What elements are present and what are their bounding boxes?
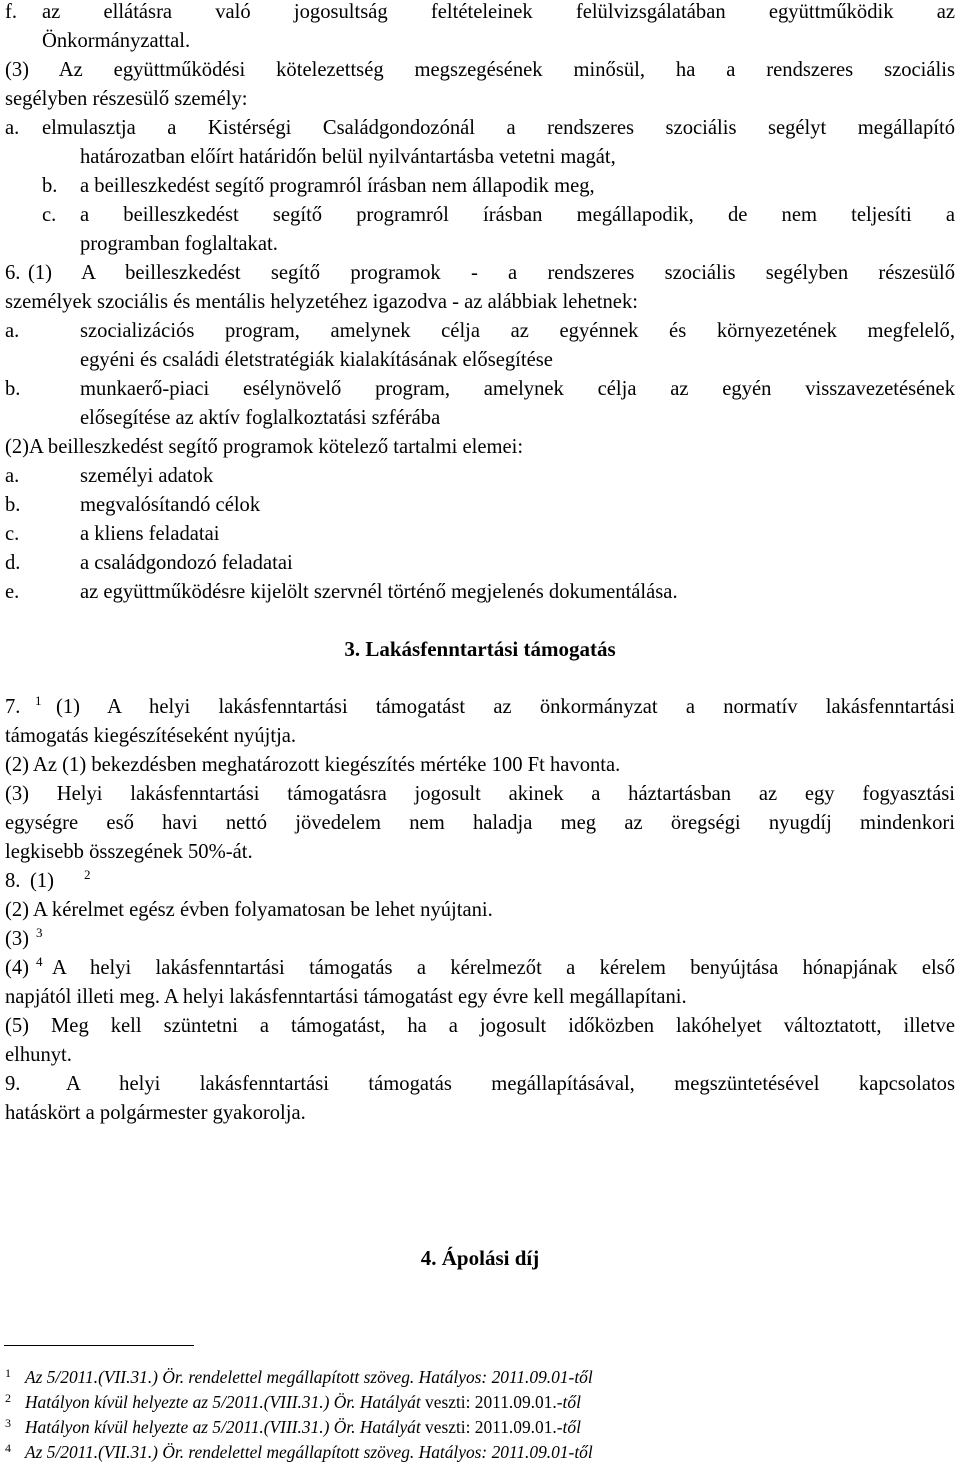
section-number: 8. <box>5 870 21 892</box>
text-span: (1) A beilleszkedést segítő programok - a rendszeres szociális segélyben részesülő <box>28 262 955 284</box>
text-span: személyi adatok <box>80 465 214 487</box>
footnote-text-italic: Az 5/2011.(VII.31.) Ör. rendelettel megállapított szöveg. Hatályos: 2011.09.01-től <box>25 1442 593 1462</box>
text-span: (1) <box>30 870 55 892</box>
text-span: elhunyt. <box>5 1044 72 1066</box>
text-span: legkisebb összegének 50%-át. <box>5 841 253 863</box>
text-span: elősegítése az aktív foglalkoztatási szférába <box>80 407 441 429</box>
footnote-text-italic: től <box>562 1417 581 1437</box>
section-number: 7. <box>5 696 21 718</box>
text-span: (4) <box>5 957 30 979</box>
text-span: a beilleszkedést segítő programról írásban megállapodik, de nem teljesíti a <box>80 204 955 226</box>
section-number: 9. <box>5 1073 21 1095</box>
text-span: (2) Az (1) bekezdésben meghatározott kiegészítés mértéke 100 Ft havonta. <box>5 754 621 776</box>
text-span: segélyben részesülő személy: <box>5 88 248 110</box>
text-span: megvalósítandó célok <box>80 494 261 516</box>
text-span: (2)A beilleszkedést segítő programok kötelező tartalmi elemei: <box>5 436 524 458</box>
footnote-text <box>25 1417 581 1437</box>
footnote-text <box>25 1442 593 1462</box>
text-span: (1) A helyi lakásfenntartási támogatást az önkormányzat a normatív lakásfenntartási <box>56 696 955 718</box>
text-span: elmulasztja a Kistérségi Családgondozónál a rendszeres szociális segélyt megállapító <box>42 117 955 139</box>
footnote-text-plain: veszti: 2011.09.01.- <box>420 1392 563 1412</box>
footnote-text-italic: Hatályon kívül helyezte az 5/2011.(VIII.31.) Ör. Hatályát <box>25 1392 421 1412</box>
text-span: a családgondozó feladatai <box>80 552 293 574</box>
text-span: Önkormányzattal. <box>42 30 191 52</box>
footnote-text-italic: Az 5/2011.(VII.31.) Ör. rendelettel megállapított szöveg. Hatályos: 2011.09.01-től <box>25 1367 593 1387</box>
text-span: (5) Meg kell szüntetni a támogatást, ha a jogosult időközben lakóhelyet változtatott, illetve <box>5 1015 955 1037</box>
footnote-text-italic: től <box>562 1392 581 1412</box>
footnote-number: 4 <box>5 1441 11 1455</box>
list-marker: b. <box>5 378 21 400</box>
text-span: hatáskört a polgármester gyakorolja. <box>5 1102 306 1124</box>
footnote-number: 3 <box>5 1416 11 1430</box>
text-span: A helyi lakásfenntartási támogatás a kérelmezőt a kérelem benyújtása hónapjának első <box>52 957 955 979</box>
text-span: (3) <box>5 928 30 950</box>
text-span: a beilleszkedést segítő programról írásban nem állapodik meg, <box>80 175 595 197</box>
footnote-number: 1 <box>5 1366 11 1380</box>
text-span: egyéni és családi életstratégiák kialakításának elősegítése <box>80 349 553 371</box>
list-marker: a. <box>5 465 20 487</box>
list-marker: c. <box>5 523 20 545</box>
footnote-text-plain: veszti: 2011.09.01.- <box>420 1417 563 1437</box>
text-span: a kliens feladatai <box>80 523 220 545</box>
section-number: 6. <box>5 262 21 284</box>
text-span: munkaerő-piaci esélynövelő program, amelynek célja az egyén visszavezetésének <box>80 378 955 400</box>
text-span: (3) Az együttműködési kötelezettség megszegésének minősül, ha a rendszeres szociális <box>5 59 955 81</box>
footnote-text <box>25 1392 581 1412</box>
footnote-text-italic: Hatályon kívül helyezte az 5/2011.(VIII.31.) Ör. Hatályát <box>25 1417 421 1437</box>
list-marker: a. <box>5 320 20 342</box>
list-marker: c. <box>42 204 57 226</box>
section-heading: 3. Lakásfenntartási támogatás <box>344 637 616 661</box>
list-marker: a. <box>5 117 20 139</box>
list-marker: d. <box>5 552 21 574</box>
text-span: (2) A kérelmet egész évben folyamatosan be lehet nyújtani. <box>5 899 493 921</box>
list-marker: b. <box>5 494 21 516</box>
text-span: határozatban előírt határidőn belül nyilvántartásba vetetni magát, <box>80 146 616 168</box>
text-span: szocializációs program, amelynek célja az egyénnek és környezetének megfelelő, <box>80 320 955 342</box>
section-heading: 4. Ápolási díj <box>420 1246 540 1270</box>
footnote-text <box>25 1367 593 1387</box>
text-span: programban foglaltakat. <box>80 233 278 255</box>
list-marker: f. <box>5 1 18 23</box>
text-span: az együttműködésre kijelölt szervnél történő megjelenés dokumentálása. <box>80 581 678 603</box>
text-span: személyek szociális és mentális helyzetéhez igazodva - az alábbiak lehetnek: <box>5 291 638 313</box>
text-span: egységre eső havi nettó jövedelem nem haladja meg az öregségi nyugdíj mindenkori <box>5 812 955 834</box>
text-line: az ellátásra való jogosultság feltételeinek felülvizsgálatában együttműködik az <box>42 1 955 23</box>
footnote-number: 2 <box>5 1391 11 1405</box>
text-span: támogatás kiegészítéseként nyújtja. <box>5 725 297 747</box>
footnote-separator <box>4 1345 194 1346</box>
text-span: (3) Helyi lakásfenntartási támogatásra jogosult akinek a háztartásban az egy fogyasztási <box>5 783 955 805</box>
list-marker: b. <box>42 175 58 197</box>
text-span: napjától illeti meg. A helyi lakásfenntartási támogatást egy évre kell megállapítani. <box>5 986 687 1008</box>
text-span: A helyi lakásfenntartási támogatás megállapításával, megszüntetésével kapcsolatos <box>66 1073 955 1095</box>
list-marker: e. <box>5 581 20 603</box>
